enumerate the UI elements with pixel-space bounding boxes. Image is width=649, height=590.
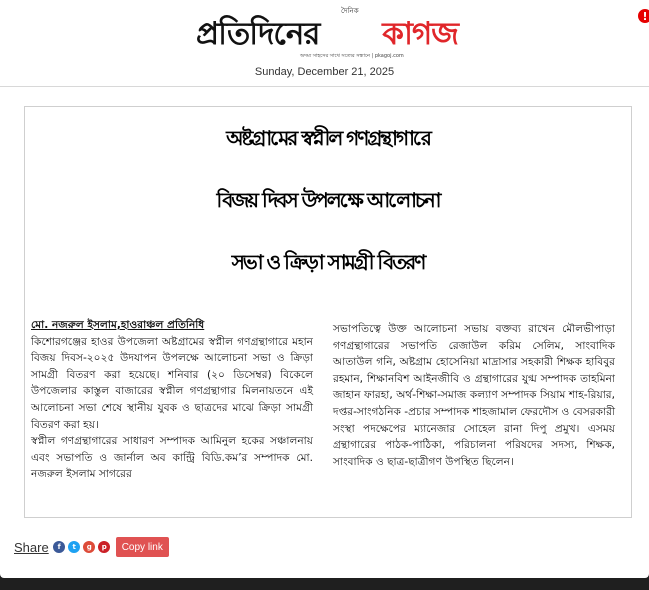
google-plus-icon[interactable]: g bbox=[83, 541, 95, 553]
popup-header bbox=[0, 0, 649, 87]
article-column-left bbox=[31, 317, 313, 483]
logo-brand-accent: কাগজ bbox=[382, 16, 458, 52]
article-headline bbox=[25, 107, 631, 293]
logo-tagline: অদম্য সাহসের সাথে সত্যের সন্ধানে | pkagoj.com bbox=[300, 53, 404, 59]
article-column-right bbox=[333, 321, 615, 470]
article-paragraph-2: স্বপ্নীল গণগ্রন্থাগারের সাধারণ সম্পাদক আমিনুল হকের সঞ্চালনায় এবং সভাপতি ও জার্নাল অব কান্ট্রি বিডি.কম’র সম্পাদক মো. নজরুল ইসলাম সাগরের bbox=[31, 435, 313, 481]
publish-date: Sunday, December 21, 2025 bbox=[254, 66, 395, 78]
article-byline: মো. নজরুল ইসলাম,হাওরাঞ্চল প্রতিনিধি bbox=[31, 319, 205, 331]
article-paragraph-3: সভাপতিত্বে উক্ত আলোচনা সভায় বক্তব্য রাখেন মৌলভীপাড়া গণগ্রন্থাগারের সভাপতি রেজাউল করিম সেলিম, সাংবাদিক আতাউল গনি, অষ্টগ্রাম হোসেনিয়া মাদ্রাসার সহকারী শিক্ষক হাবিবুর রহমান, শিক্ষানবিশ আইনজীবি ও গ্রন্থাগারের যুগ্ম সম্পাদক তাহমিনা জাহান ফারহা, অর্থ-শিক্ষা-সমাজ কল্যাণ সম্পাদক সিয়াম শাহ-রিয়ার, দপ্তর-সাংগঠনিক -প্রচার সম্পাদক শাহজামাল ফেরদৌস ও বেসরকারী সংস্থা পদক্ষেপের ম্যানেজার সোহেল রানা দিপু প্রমুখ। এসময় গ্রন্থাগারের পাঠক-পাঠিকা, পরিচালনা পরিষদের সদস্য, শিক্ষক, সাংবাদিক ও ছাত্র-ছাত্রীগণ উপস্থিত ছিলেন। bbox=[333, 323, 615, 468]
headline-line-1: অষ্টগ্রামের স্বপ্নীল গণগ্রন্থাগারে bbox=[226, 126, 430, 150]
facebook-icon[interactable]: f bbox=[53, 541, 65, 553]
share-label[interactable]: Share bbox=[14, 539, 49, 555]
share-bar bbox=[14, 536, 169, 558]
copy-link-button[interactable]: Copy link bbox=[116, 537, 169, 557]
logo-daily-label: দৈনিক bbox=[341, 7, 359, 15]
article-paragraph-1: কিশোরগঞ্জের হাওর উপজেলা অষ্টগ্রামের স্বপ্নীল গণগ্রন্থাগারে মহান বিজয় দিবস-২০২৫ উদযাপন উপলক্ষে আলোচনা সভা ও ক্রিড়া সামগ্রী বিতরণ করা হয়েছে। শনিবার (২০ ডিসেম্বর) বিকেলে উপজেলার কাস্তুল বাজারের স্বপ্নীল গণগ্রন্থাগার মিলনায়তনে এই আলোচনা সভা শেষে স্থানীয় যুবক ও ছাত্রদের মাঝে ক্রিড়া সামগ্রী বিতরণ করা হয়। bbox=[31, 335, 313, 431]
twitter-icon[interactable]: t bbox=[68, 541, 80, 553]
headline-line-2: বিজয় দিবস উপলক্ষে আলোচনা bbox=[216, 188, 440, 212]
pinterest-icon[interactable]: p bbox=[98, 541, 110, 553]
logo-brand-main: প্রতিদিনের bbox=[196, 16, 320, 52]
close-icon[interactable]: ! bbox=[637, 8, 649, 24]
newspaper-clipping bbox=[24, 106, 632, 518]
headline-line-3: সভা ও ক্রিড়া সামগ্রী বিতরণ bbox=[231, 250, 425, 274]
newspaper-logo bbox=[196, 7, 458, 60]
